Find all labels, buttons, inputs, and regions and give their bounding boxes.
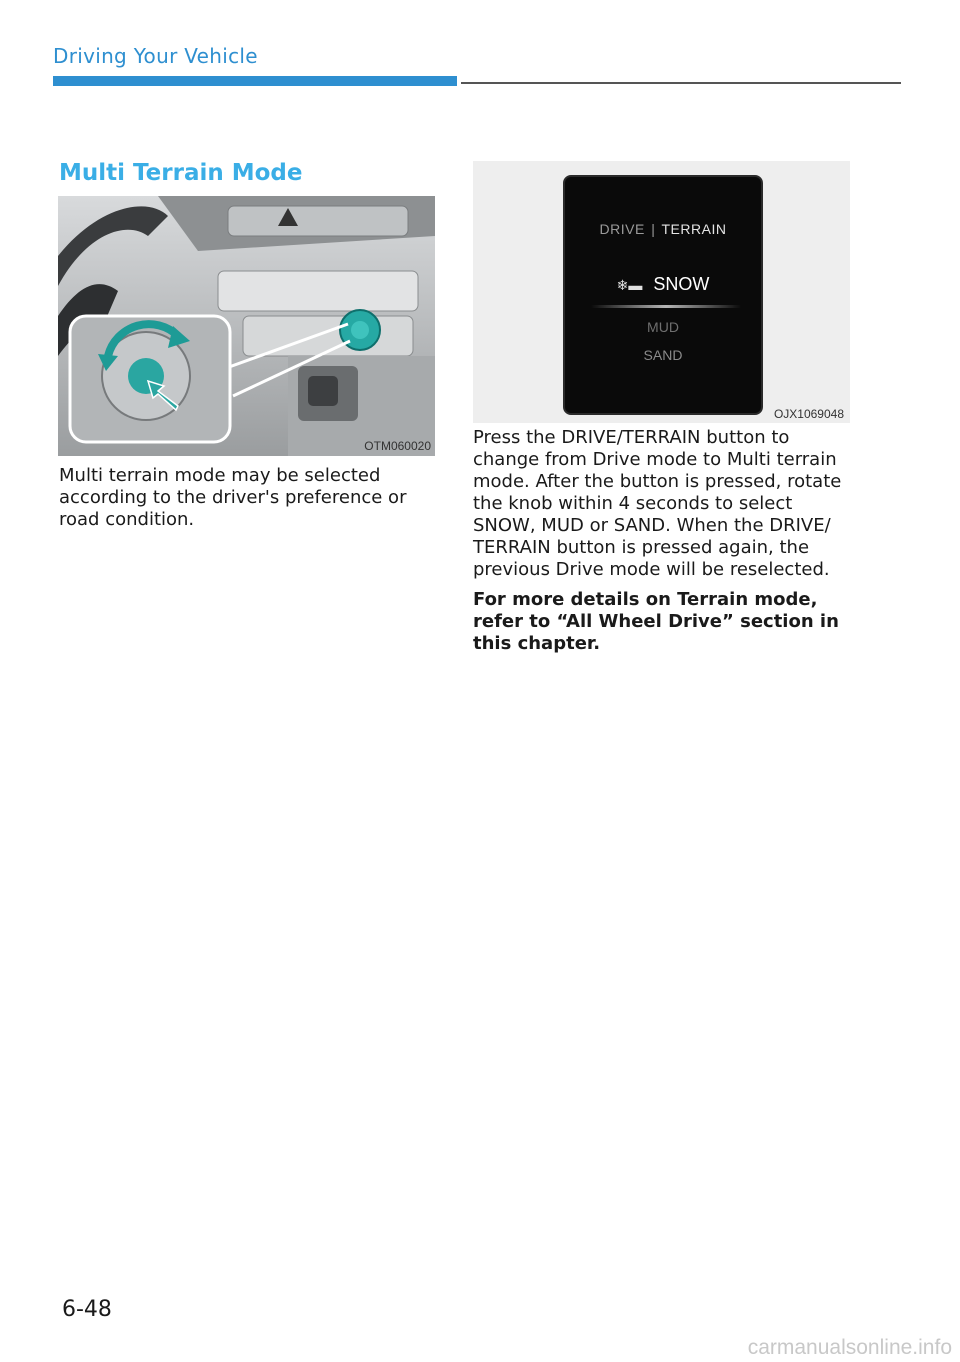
figure-code: OJX1069048	[773, 407, 844, 421]
option-mud: MUD	[647, 319, 679, 335]
header-bar-accent	[53, 76, 457, 86]
right-paragraph: Press the DRIVE/TERRAIN button to change from Drive mode to Multi terrain mode. After the button is pressed, rotate the knob within 4 seconds to select SNOW, MUD or SAND. When the DRIVE/ TERRAIN button is pressed again, the previous Drive mode will be reselected.	[473, 427, 842, 580]
left-paragraph: Multi terrain mode may be selected according to the driver's preference or road condition.	[59, 465, 407, 530]
mode-drive-label: DRIVE	[599, 221, 645, 237]
page-number: 6-48	[62, 1297, 112, 1322]
terrain-knob-illustration	[58, 196, 435, 456]
option-sand: SAND	[643, 347, 683, 363]
cluster-display	[563, 175, 763, 415]
mode-terrain-label: TERRAIN	[661, 221, 727, 237]
selection-highlight	[591, 305, 741, 308]
option-snow	[565, 274, 761, 295]
mode-separator: |	[651, 221, 656, 237]
display-mode-header	[565, 221, 761, 237]
header-bar-rule	[461, 82, 901, 84]
option-snow-label: SNOW	[653, 274, 710, 294]
right-bold-note: For more details on Terrain mode, refer to “All Wheel Drive” section in this chapter.	[473, 589, 839, 654]
watermark: carmanualsonline.info	[747, 1336, 952, 1359]
figure-code: OTM060020	[364, 439, 431, 453]
section-title: Multi Terrain Mode	[59, 160, 303, 186]
header-title: Driving Your Vehicle	[53, 44, 258, 68]
figure-terrain-display	[473, 161, 850, 423]
snowflake-car-icon: ❄▬	[616, 277, 643, 293]
figure-terrain-knob	[58, 196, 435, 456]
